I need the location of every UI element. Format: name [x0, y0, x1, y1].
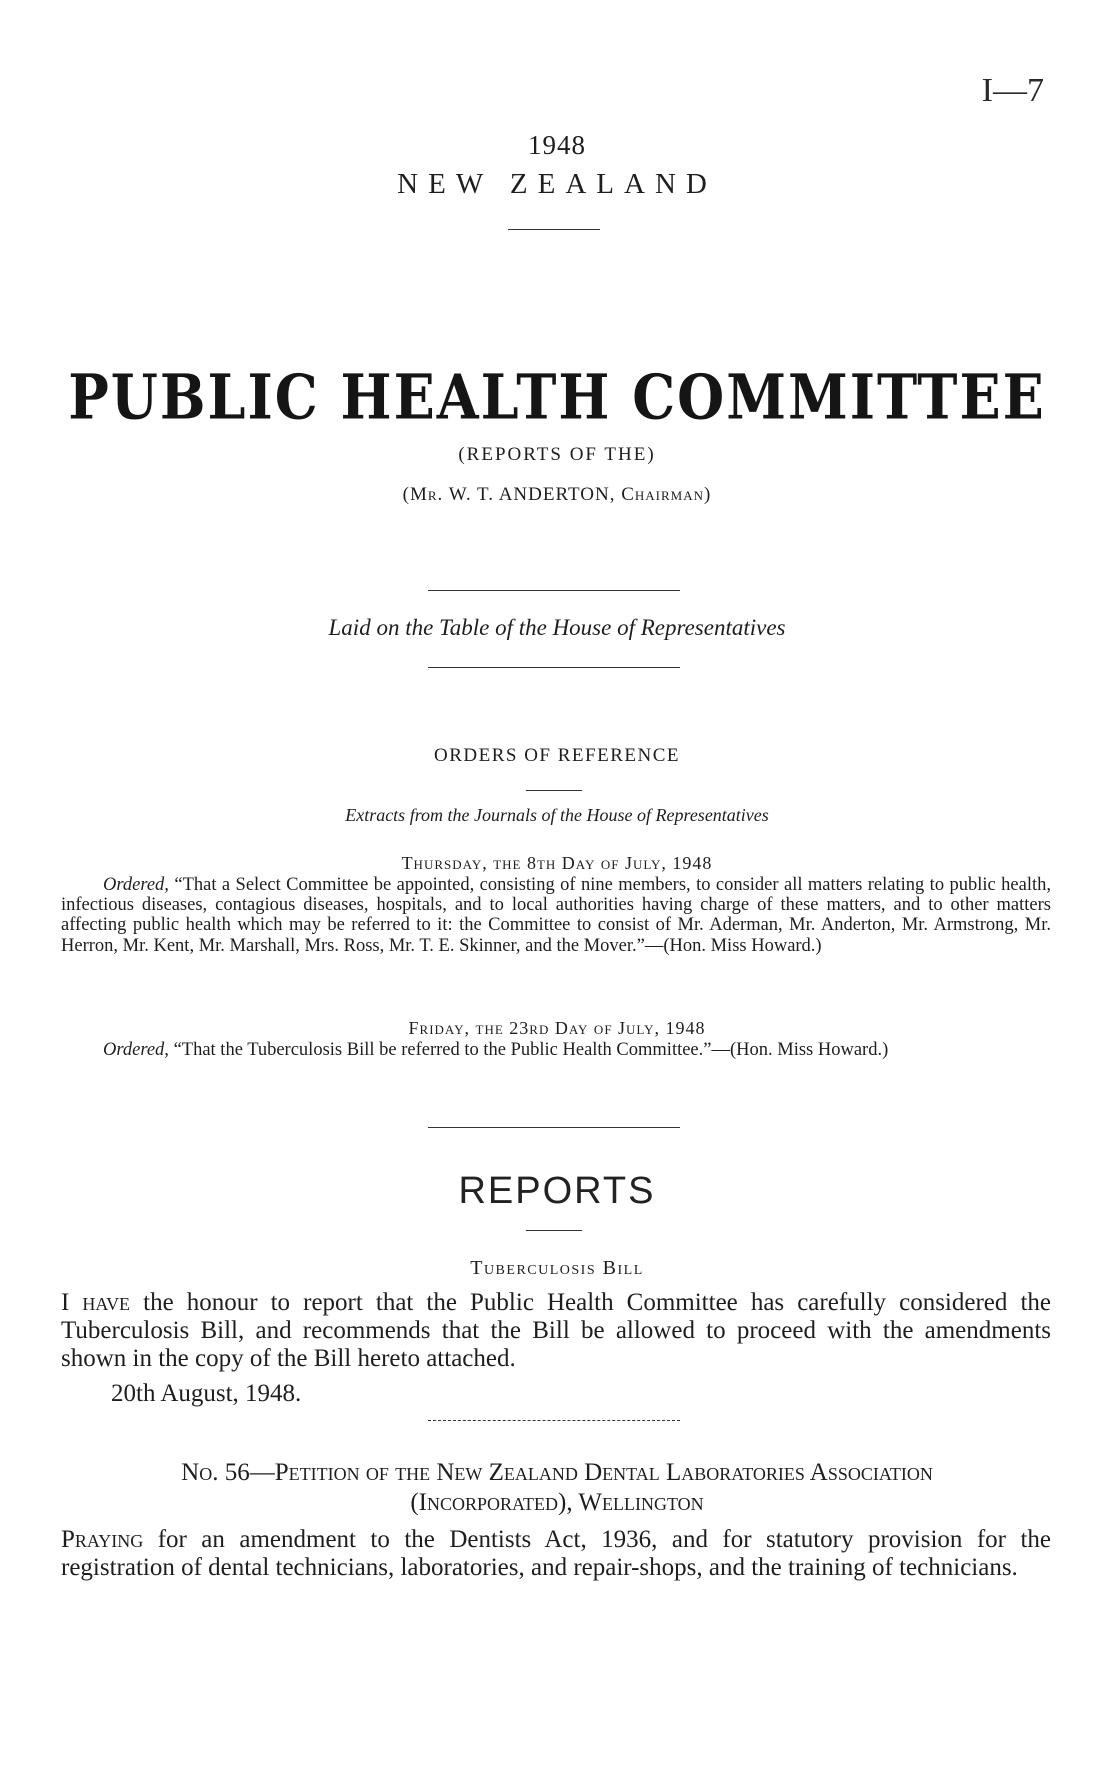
petition-paragraph — [61, 1526, 1051, 1582]
ordered-label: Ordered, — [103, 1040, 169, 1060]
journal-extracts-note: Extracts from the Journals of the House of Representatives — [345, 805, 769, 825]
report-lead-in: I have — [61, 1289, 131, 1316]
orders-of-reference-heading: ORDERS OF REFERENCE — [434, 745, 680, 766]
petition-lead-in: Praying — [61, 1526, 144, 1553]
divider-rule — [428, 590, 680, 591]
chairman-line: (Mr. W. T. ANDERTON, Chairman) — [402, 484, 712, 505]
report-text: the honour to report that the Public Health Committee has carefully considered the Tuberculosis Bill, and recommends that the Bill be allowed to proceed with the amendments shown in the copy of the Bill hereto attached. — [61, 1289, 1051, 1372]
page-title: PUBLIC HEALTH COMMITTEE — [68, 360, 1046, 434]
order-date: Friday, the 23rd Day of July, 1948 — [408, 1018, 706, 1038]
order-text: “That the Tuberculosis Bill be referred to the Public Health Committee.”—(Hon. Miss Howard.) — [173, 1040, 889, 1060]
order-text: “That a Select Committee be appointed, consisting of nine members, to consider all matters relating to public health, infectious diseases, contagious diseases, hospitals, and to local authorities having charge of these matters, and to other matters affecting public health which may be referred to it: the Committee to consist of Mr. Aderman, Mr. Anderton, Mr. Armstrong, Mr. Herron, Mr. Kent, Mr. Marshall, Mrs. Ross, Mr. T. E. Skinner, and the Mover.”—(Hon. Miss Howard.) — [61, 875, 1051, 956]
report-date: 20th August, 1948. — [111, 1380, 302, 1407]
bill-heading: Tuberculosis Bill — [470, 1257, 644, 1279]
petition-title-line: No. 56—Petition of the New Zealand Dental Laboratories Association — [181, 1459, 933, 1486]
reports-heading: REPORTS — [458, 1170, 656, 1212]
order-paragraph — [61, 1040, 1051, 1060]
report-paragraph — [61, 1289, 1051, 1373]
petition-title — [0, 1458, 1114, 1518]
divider-rule — [526, 1230, 582, 1231]
ordered-label: Ordered, — [103, 875, 169, 895]
divider-rule — [428, 667, 680, 668]
subtitle: (REPORTS OF THE) — [458, 444, 656, 465]
divider-rule — [526, 790, 582, 791]
order-paragraph — [61, 875, 1051, 956]
petition-text: for an amendment to the Dentists Act, 1936, and for statutory provision for the registration of dental technicians, laboratories, and repair-shops, and the training of technicians. — [61, 1526, 1051, 1581]
page-identifier: I—7 — [981, 72, 1044, 109]
year: 1948 — [528, 130, 586, 160]
country-heading: NEW ZEALAND — [397, 168, 717, 200]
divider-rule — [428, 1420, 680, 1421]
laid-on-table-note: Laid on the Table of the House of Representatives — [328, 615, 786, 640]
petition-title-line: (Incorporated), Wellington — [410, 1489, 704, 1516]
divider-rule — [508, 229, 600, 230]
order-date: Thursday, the 8th Day of July, 1948 — [401, 853, 713, 873]
divider-rule — [428, 1127, 680, 1128]
